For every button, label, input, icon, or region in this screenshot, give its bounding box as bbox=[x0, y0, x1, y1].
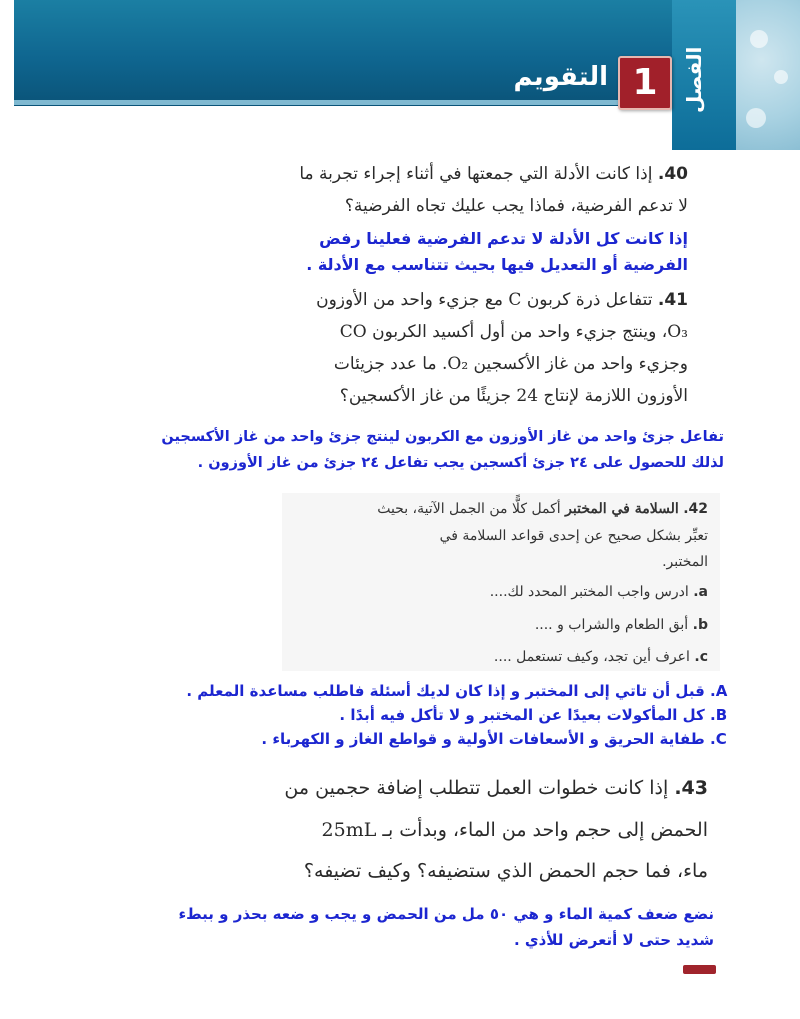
q40-answer-line1: إذا كانت كل الأدلة لا تدعم الفرضية فعلينا رفض bbox=[319, 229, 688, 248]
q43-text-line1: إذا كانت خطوات العمل تتطلب إضافة حجمين من bbox=[284, 777, 669, 799]
q42-item-c-letter: c. bbox=[694, 649, 708, 665]
q40-number: 40. bbox=[657, 164, 688, 184]
chapter-number: 1 bbox=[618, 56, 672, 110]
q43-line1 bbox=[88, 770, 708, 806]
q42-answer-c-letter: C. bbox=[710, 730, 727, 748]
molecule-atom-icon bbox=[774, 70, 788, 84]
q42-answer-c-text: طفاية الحريق و الأسعافات الأولية و قواطع الغاز و الكهرباء . bbox=[261, 730, 705, 748]
q40-text-line2: لا تدعم الفرضية، فماذا يجب عليك تجاه الفرضية؟ bbox=[344, 196, 688, 216]
q42-item-a-text: ادرس واجب المختبر المحدد لك.... bbox=[489, 584, 689, 600]
q42-item-a bbox=[308, 580, 708, 605]
q40-text-line1: إذا كانت الأدلة التي جمعتها في أثناء إجراء تجربة ما bbox=[299, 164, 653, 184]
q42-item-b-text: أبق الطعام والشراب و .... bbox=[534, 617, 689, 633]
q43-text-line2: الحمض إلى حجم واحد من الماء، وبدأت بـ 25mL bbox=[321, 819, 708, 841]
q43-text-line3: ماء، فما حجم الحمض الذي ستضيفه؟ وكيف تضيفه؟ bbox=[303, 860, 708, 882]
q42-answer-a-letter: A. bbox=[710, 682, 728, 700]
q41-answer-line1: تفاعل جزئ واحد من غاز الأوزون مع الكربون لينتج جزئ واحد من غاز الأكسجين bbox=[161, 429, 724, 445]
q42-item-b bbox=[308, 613, 708, 638]
q41-text-line2: O₃، وينتج جزيء واحد من أول أكسيد الكربون CO bbox=[339, 322, 688, 342]
q42-item-c bbox=[308, 645, 708, 670]
page-end-marker bbox=[683, 965, 716, 974]
q42-answer-b-text: كل المأكولات بعيدًا عن المختبر و لا تأكل فيه أبدًا . bbox=[339, 706, 705, 724]
q42-item-b-letter: b. bbox=[692, 617, 708, 633]
q41-line1 bbox=[88, 284, 688, 316]
q41-number: 41. bbox=[657, 290, 688, 310]
chapter-label: الفصل bbox=[682, 46, 706, 114]
q42-answer-b-letter: B. bbox=[710, 706, 728, 724]
q42-number: 42. bbox=[683, 501, 708, 517]
q42-item-c-text: اعرف أين تجد، وكيف تستعمل .... bbox=[493, 649, 690, 665]
q42-text-line2: تعبِّر بشكل صحيح عن إحدى قواعد السلامة في bbox=[439, 528, 708, 544]
corner-molecule-art bbox=[736, 0, 800, 150]
q42-answer-c bbox=[100, 727, 740, 751]
q42-label: السلامة في المختبر bbox=[565, 501, 679, 517]
q43-answer-line2: شديد حتى لا أتعرض للأذي . bbox=[513, 931, 714, 949]
q42-item-a-letter: a. bbox=[693, 584, 708, 600]
q43-answer-line1: نضع ضعف كمية الماء و هي ٥٠ مل من الحمض و يجب و ضعه بحذر و ببطء bbox=[178, 905, 714, 923]
q42-text-line3: المختبر. bbox=[662, 554, 708, 570]
q43-number: 43. bbox=[674, 777, 708, 799]
q42-answer-a-text: قبل أن تاتي إلى المختبر و إذا كان لديك أسئلة فاطلب مساعدة المعلم . bbox=[186, 682, 705, 700]
q42-answer-b bbox=[100, 703, 740, 727]
q41-answer-line2: لذلك للحصول على ٢٤ جزئ أكسجين يجب تفاعل ٢٤ جزئ من غاز الأوزون . bbox=[197, 455, 724, 471]
q41-text-line1: تتفاعل ذرة كربون C مع جزيء واحد من الأوزون bbox=[316, 290, 653, 310]
q40-line1 bbox=[88, 158, 688, 190]
q41-text-line3: وجزيء واحد من غاز الأكسجين O₂. ما عدد جزيئات bbox=[333, 354, 688, 374]
q42-answer-a bbox=[100, 679, 740, 703]
header-underline bbox=[14, 100, 704, 105]
page-title: التقويم bbox=[513, 62, 608, 92]
q40-answer-line2: الفرضية أو التعديل فيها بحيث تتناسب مع الأدلة . bbox=[306, 255, 688, 274]
q42-line1 bbox=[288, 497, 708, 522]
molecule-atom-icon bbox=[746, 108, 766, 128]
molecule-atom-icon bbox=[750, 30, 768, 48]
q42-text-line1: أكمل كلًّا من الجمل الآتية، بحيث bbox=[377, 501, 561, 517]
q41-text-line4: الأوزون اللازمة لإنتاج 24 جزيئًا من غاز الأكسجين؟ bbox=[339, 386, 688, 406]
